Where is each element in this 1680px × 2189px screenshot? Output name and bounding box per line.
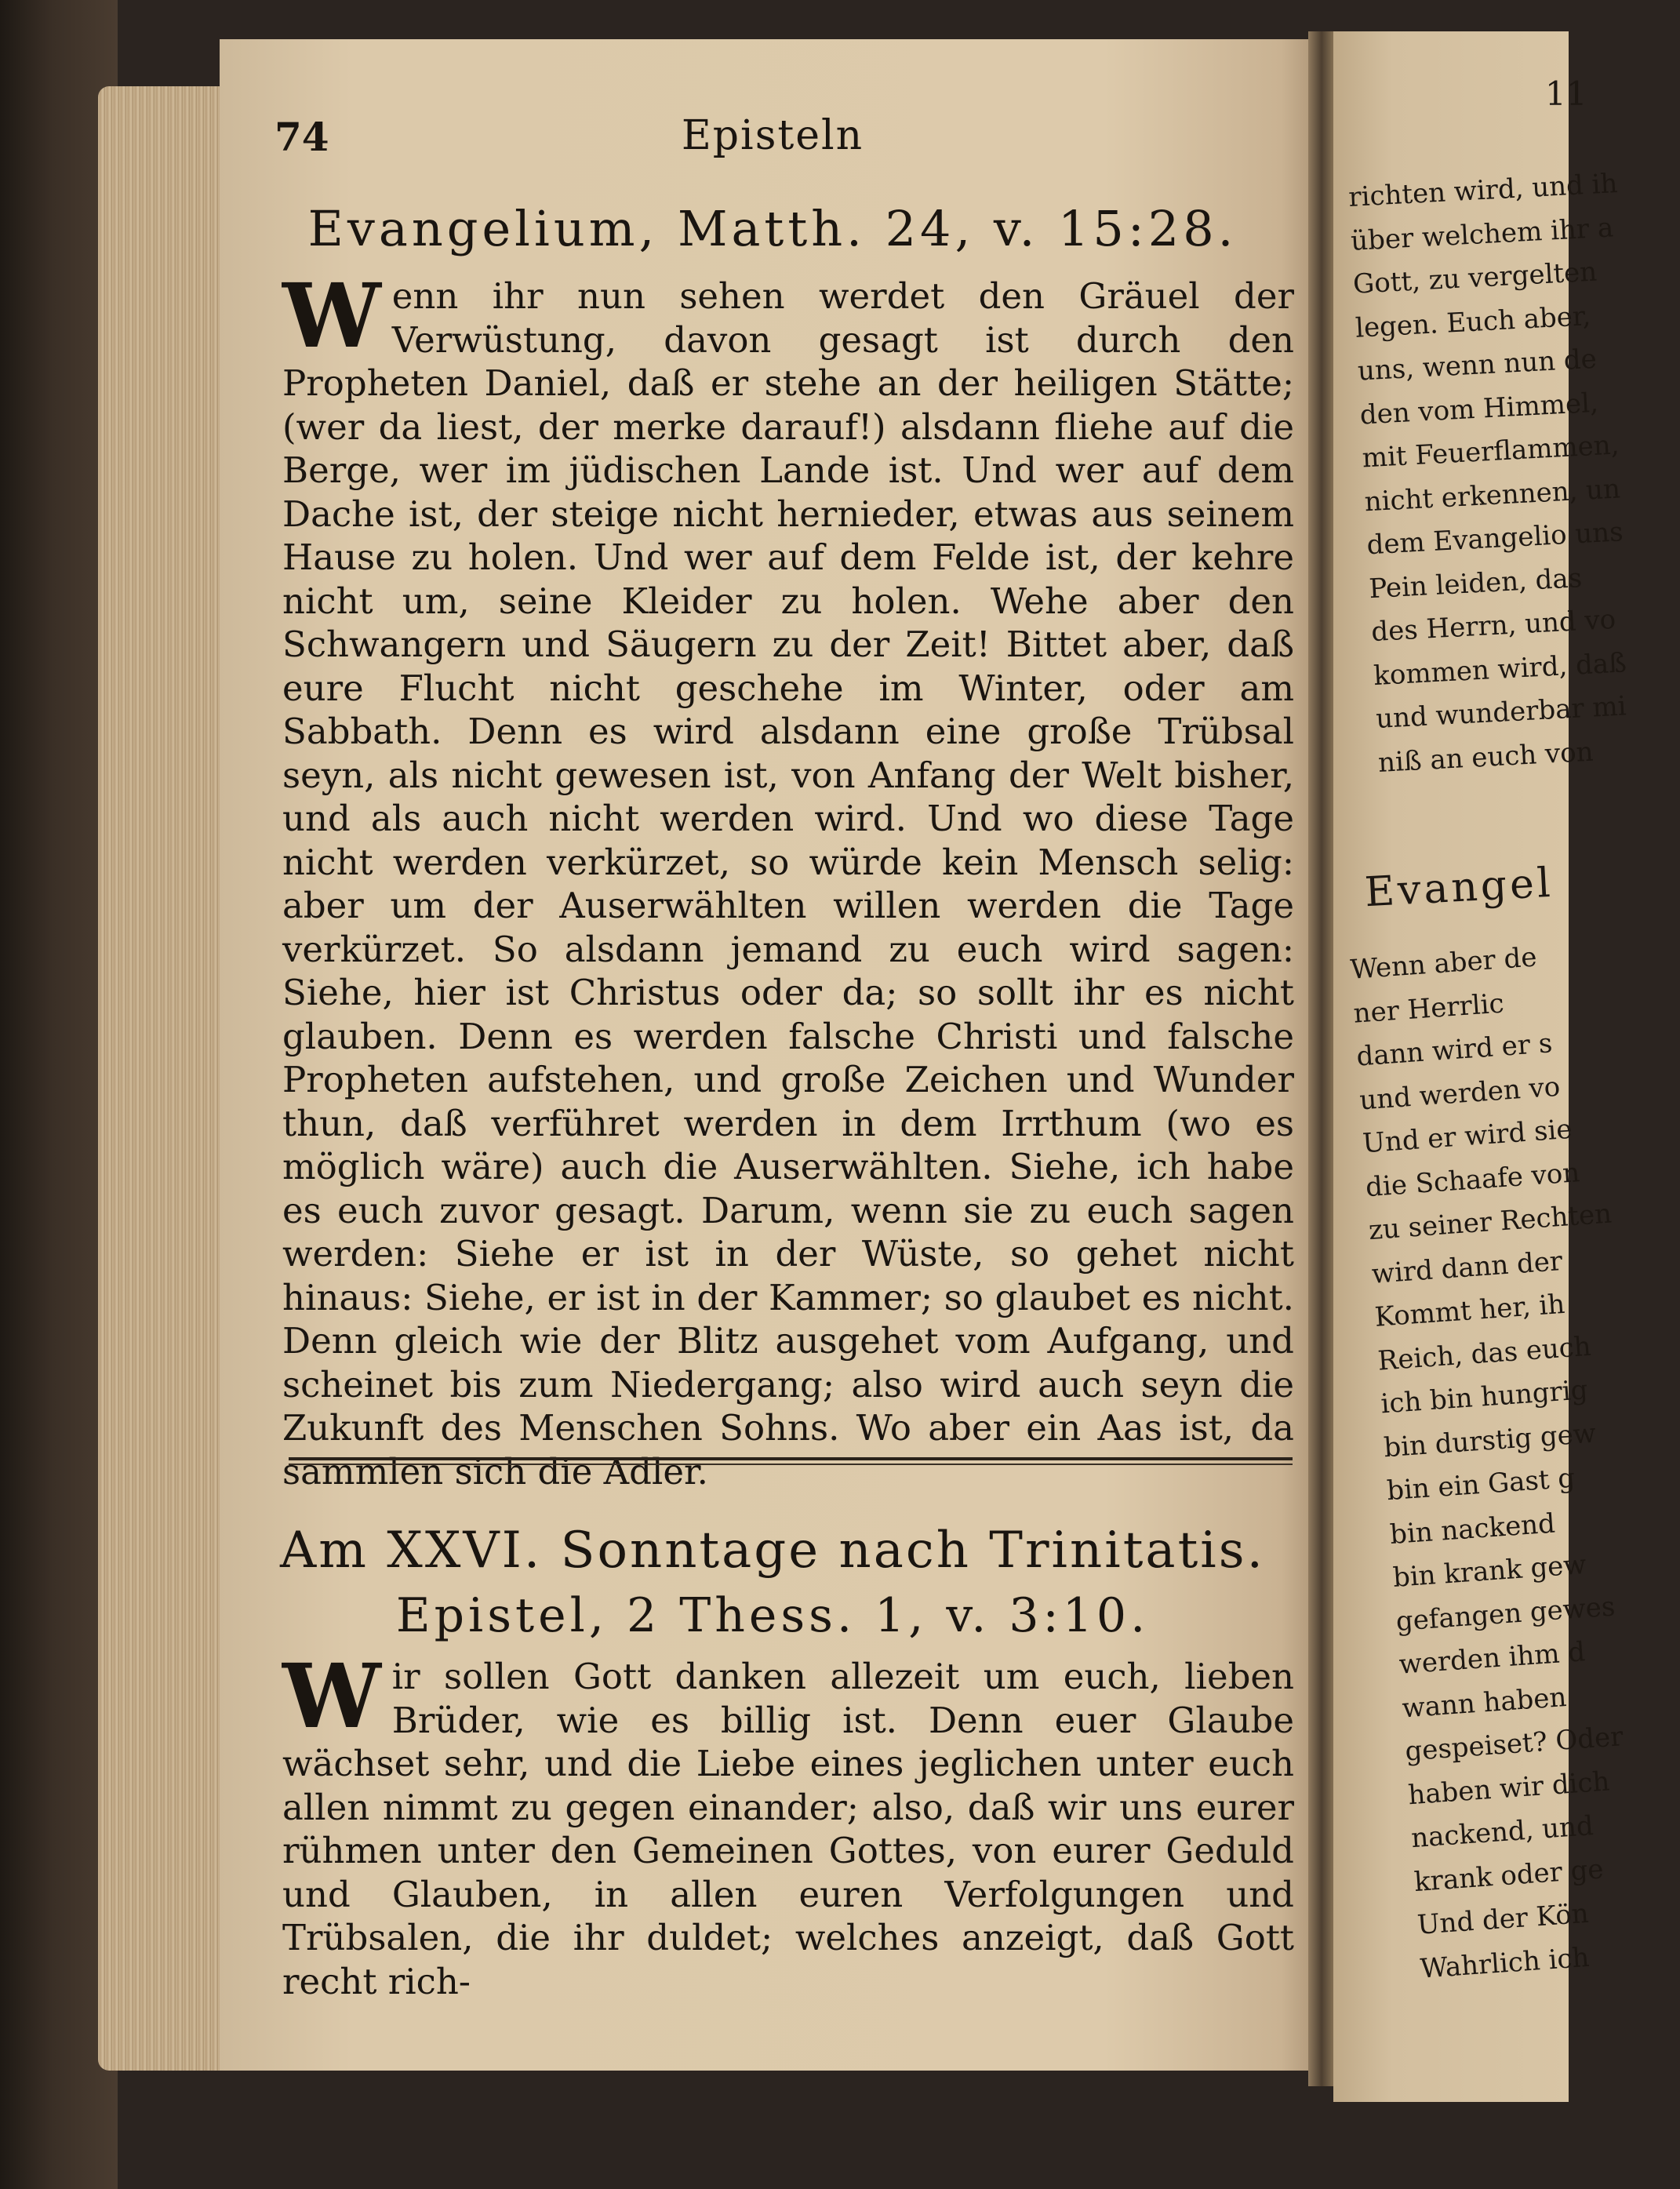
right-line: dann wird er s bbox=[1355, 1027, 1554, 1073]
right-page-top-text bbox=[1347, 163, 1638, 785]
right-line: legen. Euch aber, bbox=[1355, 300, 1592, 344]
right-line: nicht erkennen, un bbox=[1363, 472, 1621, 518]
left-page bbox=[220, 39, 1325, 2071]
sunday-title: Am XXVI. Sonntage nach Trinitatis. bbox=[280, 1522, 1265, 1580]
right-line: Und er wird sie bbox=[1361, 1113, 1573, 1160]
right-line: bin krank gew bbox=[1391, 1548, 1587, 1594]
right-line: wann haben bbox=[1401, 1681, 1568, 1725]
right-line: Wahrlich ich bbox=[1419, 1941, 1591, 1985]
right-line: die Schaafe von bbox=[1364, 1156, 1581, 1203]
right-gospel-heading: Evangel bbox=[1363, 859, 1555, 917]
right-line: ner Herrlic bbox=[1352, 987, 1505, 1030]
right-line: richten wird, und ih bbox=[1347, 168, 1619, 213]
epistle-text: ir sollen Gott danken allezeit um euch, lieben Brüder, wie es billig ist. Denn euer Glaube wächset sehr, und die Liebe eines jeglichen unter euch allen nimmt zu gegen einander; also, daß wir uns eurer rühmen unter den Gemeinen Gottes, von eurer Geduld und Glauben, in allen euren Verfolgungen und Trübsalen, die ihr duldet; welches anzeigt, daß Gott recht rich- bbox=[282, 1656, 1294, 2002]
epistle-dropcap: W bbox=[282, 1645, 381, 1748]
right-line: kommen wird, daß bbox=[1373, 646, 1627, 692]
right-line: Und der Kön bbox=[1416, 1897, 1590, 1941]
section-divider-rule bbox=[289, 1457, 1293, 1460]
right-page-bottom-text bbox=[1349, 931, 1680, 1991]
right-line: haben wir dich bbox=[1407, 1765, 1611, 1811]
right-line: bin durstig gew bbox=[1383, 1417, 1598, 1464]
gospel-dropcap: W bbox=[282, 265, 381, 368]
right-line: Wenn aber de bbox=[1349, 941, 1538, 986]
right-line: nackend, und bbox=[1409, 1810, 1595, 1855]
right-line: Pein leiden, das bbox=[1368, 562, 1584, 605]
epistle-heading: Epistel, 2 Thess. 1, v. 3:10. bbox=[395, 1588, 1150, 1643]
gospel-text: enn ihr nun sehen werdet den Gräuel der Verwüstung, davon gesagt ist durch den Propheten Daniel, daß er stehe an der heiligen Stätte; (wer da liest, der merke darauf!) alsdann fliehe auf die Berge, wer im jüdischen Lande ist. Und wer auf dem Dache ist, der steige nicht hernieder, etwas aus seinem Hause zu holen. Und wer auf dem Felde ist, der kehre nicht um, seine Kleider zu holen. Wehe aber den Schwangern und Säugern zu der Zeit! Bittet aber, daß eure Flucht nicht geschehe im Winter, oder am Sabbath. Denn es wird alsdann eine große Trübsal seyn, als nicht gewesen ist, von Anfang der Welt bisher, und als auch nicht werden wird. Und wo diese Tage nicht werden verkürzet, so würde kein Mensch selig: aber um der Auserwählten willen werden die Tage verkürzet. So alsdann jemand zu euch wird sagen: Siehe, hier ist Christus oder da; so sollt ihr es nicht glauben. Denn es werden falsche Christi und falsche Propheten aufstehen, und große Zeichen und Wunder thun, daß verführet werden in dem Irrthum (wo es möglich wäre) auch die Auserwählten. Siehe, ich habe es euch zuvor gesagt. Darum, wenn sie zu euch sagen werden: Siehe er ist in der Wüste, so gehet nicht hinaus: Siehe, er ist in der Kammer; so glaubet es nicht. Denn gleich wie der Blitz ausgehet vom Aufgang, und scheinet bis zum Niedergang; also wird auch seyn die Zukunft des Menschen Sohns. Wo aber ein Aas ist, da sammlen sich die Adler. bbox=[282, 275, 1294, 1493]
right-line: und werden vo bbox=[1358, 1071, 1562, 1116]
right-line: den vom Himmel, bbox=[1358, 387, 1599, 431]
right-line: niß an euch von bbox=[1377, 736, 1595, 779]
gospel-heading: Evangelium, Matth. 24, v. 15:28. bbox=[307, 200, 1238, 257]
right-line: uns, wenn nun de bbox=[1356, 343, 1598, 387]
right-line: Gott, zu vergelten bbox=[1352, 256, 1598, 300]
running-head: Episteln bbox=[681, 112, 864, 159]
right-line: krank oder ge bbox=[1413, 1853, 1605, 1898]
right-page bbox=[1333, 31, 1627, 2102]
right-line: zu seiner Rechten bbox=[1367, 1198, 1613, 1247]
epistle-paragraph bbox=[282, 1645, 1294, 2003]
section-divider-rule-thin bbox=[289, 1464, 1293, 1465]
right-line: mit Feuerflammen, bbox=[1361, 429, 1620, 475]
right-line: werden ihm d bbox=[1398, 1636, 1587, 1681]
right-line: über welchem ihr a bbox=[1350, 211, 1615, 257]
right-line: bin ein Gast g bbox=[1385, 1462, 1576, 1507]
gospel-paragraph bbox=[282, 265, 1294, 1493]
page-stack-edge bbox=[98, 86, 235, 2071]
page-number: 74 bbox=[275, 114, 329, 160]
right-line: Reich, das euch bbox=[1376, 1330, 1592, 1377]
right-line: wird dann der bbox=[1370, 1245, 1564, 1290]
right-line: dem Evangelio uns bbox=[1365, 516, 1624, 562]
epistle-text-block bbox=[282, 1645, 1294, 2003]
page-header bbox=[220, 82, 1325, 160]
right-line: des Herrn, und vo bbox=[1370, 603, 1617, 649]
gospel-text-block bbox=[282, 265, 1294, 1493]
right-line: gefangen gewes bbox=[1395, 1590, 1616, 1638]
right-line: und wunderbar mi bbox=[1375, 690, 1627, 736]
right-line: bin nackend bbox=[1388, 1507, 1557, 1551]
right-line: Kommt her, ih bbox=[1373, 1288, 1566, 1333]
right-line: ich bin hungrig bbox=[1380, 1374, 1589, 1420]
book-gutter bbox=[1308, 31, 1335, 2086]
right-page-number: 11 bbox=[1545, 75, 1587, 113]
right-line: gespeiset? Oder bbox=[1404, 1721, 1624, 1768]
